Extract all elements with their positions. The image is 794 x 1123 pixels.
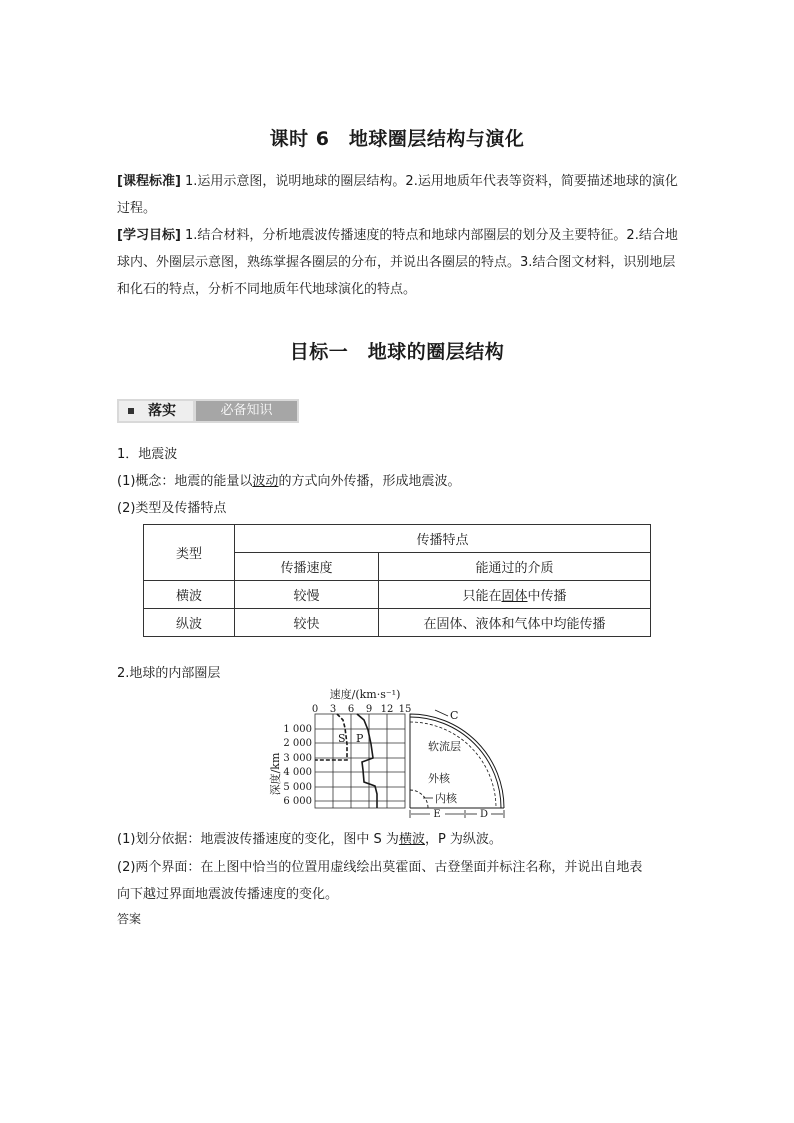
- grid-frame: [315, 714, 405, 808]
- y-axis-title: 深度/km: [269, 752, 282, 796]
- y-tick-label: 6 000: [283, 796, 312, 807]
- q1-post: ，P 为纵波。: [424, 832, 502, 847]
- course-standards: [117, 168, 679, 222]
- concept-post: 的方式向外传播，形成地震波。: [278, 474, 461, 489]
- col-features-header: 传播特点: [235, 525, 651, 553]
- x-tick-label: 6: [347, 704, 355, 715]
- cell-speed: 较快: [235, 609, 379, 637]
- y-tick-label: 4 000: [283, 767, 312, 778]
- badge-left-label: 落实: [148, 403, 176, 419]
- cell-media: [379, 609, 651, 637]
- item2-heading: 2.地球的内部圈层: [117, 666, 221, 681]
- chart-grid: [315, 714, 405, 808]
- q1-underlined: 横波: [398, 832, 425, 847]
- inner-core-boundary: [410, 790, 428, 808]
- cell-speed: 较慢: [235, 581, 379, 609]
- s-wave-label: S: [338, 732, 346, 745]
- concept-pre: (1)概念：地震的能量以: [117, 474, 253, 489]
- p-wave-label: P: [356, 732, 364, 745]
- earth-interior-diagram: [265, 686, 515, 818]
- layer-d-label: D: [479, 809, 489, 818]
- section-title: 目标一 地球的圈层结构: [289, 341, 505, 363]
- objectives-text: 1.结合材料，分析地震波传播速度的特点和地球内部圈层的划分及主要特征。2.结合地球内、外圈层示意图，熟练掌握各圈层的分布，并说出各圈层的特点。3.结合图文材料，识别地层和化石的特点，分析不同地质年代地球演化的特点。: [117, 228, 678, 297]
- x-tick-label: 0: [311, 704, 319, 715]
- x-tick-label: 9: [365, 704, 373, 715]
- square-bullet-icon: [128, 408, 134, 414]
- cell-type: 横波: [144, 581, 235, 609]
- p-wave-curve: [357, 714, 377, 808]
- layer-c-label: C: [450, 709, 459, 722]
- asthenosphere-label: 软流层: [428, 740, 461, 753]
- wave-table: [143, 524, 651, 637]
- table-row: [144, 609, 651, 637]
- question-2-line1: (2)两个界面：在上图中恰当的位置用虚线绘出莫霍面、古登堡面并标注名称，并说出自地表: [117, 860, 643, 875]
- x-axis-title: 速度/(km·s⁻¹): [329, 688, 401, 701]
- answer-label: 答案: [117, 912, 142, 926]
- objectives-label: [学习目标]: [117, 228, 181, 243]
- x-tick-label: 15: [398, 704, 412, 715]
- section-badge: [117, 399, 299, 423]
- layer-c-leader: [435, 710, 448, 716]
- col-speed-header: 传播速度: [235, 553, 379, 581]
- x-tick-label: 3: [329, 704, 337, 715]
- crust-outer-edge: [410, 714, 504, 808]
- y-tick-label: 2 000: [283, 738, 312, 749]
- earth-quadrant: [410, 714, 504, 808]
- q1-pre: (1)划分依据：地震波传播速度的变化，图中 S 为: [117, 832, 399, 847]
- concept-underlined: 波动: [252, 474, 279, 489]
- question-1: [117, 828, 502, 847]
- y-tick-label: 1 000: [283, 724, 312, 735]
- item1-types-heading: (2)类型及传播特点: [117, 501, 227, 516]
- item1-heading: 1．地震波: [117, 447, 178, 462]
- x-tick-label: 12: [380, 704, 394, 715]
- standards-label: [课程标准]: [117, 174, 181, 189]
- cell-media: [379, 581, 651, 609]
- question-2-line2: 向下越过界面地震波传播速度的变化。: [117, 887, 339, 902]
- badge-left: [119, 401, 193, 421]
- y-tick-label: 3 000: [283, 753, 312, 764]
- media-underlined: 固体: [501, 589, 528, 604]
- table-row: [144, 581, 651, 609]
- outer-core-label: 外核: [428, 772, 450, 785]
- learning-objectives: [117, 222, 679, 303]
- lesson-title: 课时 6 地球圈层结构与演化: [269, 128, 525, 150]
- cell-type: 纵波: [144, 609, 235, 637]
- media-post: 中传播: [527, 589, 567, 604]
- e-d-dimension: [410, 810, 504, 818]
- col-type-header: 类型: [144, 525, 235, 581]
- media-pre: 只能在: [462, 589, 502, 604]
- table-header-row: [144, 525, 651, 553]
- standards-text: 1.运用示意图，说明地球的圈层结构。2.运用地质年代表等资料，简要描述地球的演化过程。: [117, 174, 678, 216]
- badge-right-label: 必备知识: [196, 401, 297, 421]
- y-tick-label: 5 000: [283, 782, 312, 793]
- item1-concept: [117, 470, 460, 489]
- inner-core-label: 内核: [435, 792, 457, 805]
- media-pre: 在固体、液体和气体中均能传播: [423, 617, 606, 632]
- col-media-header: 能通过的介质: [379, 553, 651, 581]
- layer-e-label: E: [433, 809, 441, 818]
